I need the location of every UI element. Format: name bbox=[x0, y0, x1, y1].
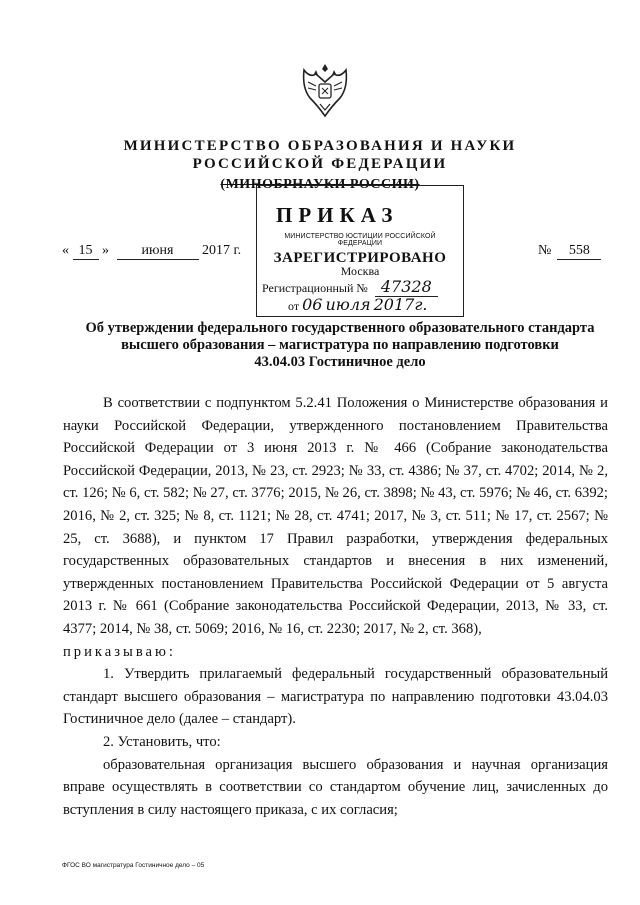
title-line2: высшего образования – магистратура по направлению подготовки bbox=[121, 337, 559, 353]
stamp-registered: ЗАРЕГИСТРИРОВАНО bbox=[273, 250, 447, 266]
date-year: 2017 г. bbox=[202, 243, 242, 258]
stamp-from-label: от bbox=[288, 299, 300, 313]
paragraph-item-1: 1. Утвердить прилагаемый федеральный государственный образовательный стандарт высшего образования – магистратура по направлению подготовки 43.04.03 Гостиничное дело (далее – стандарт). bbox=[63, 666, 608, 728]
stamp-from-year: 2017г. bbox=[373, 295, 428, 314]
stamp-from-month: июля bbox=[325, 295, 371, 314]
stamp-date bbox=[288, 295, 428, 314]
stamp-header: МИНИСТЕРСТВО ЮСТИЦИИ РОССИЙСКОЙ ФЕДЕРАЦИИ bbox=[284, 233, 436, 247]
page-footer: ФГОС ВО магистратура Гостиничное дело – 05 bbox=[62, 862, 205, 869]
title-line1: Об утверждении федерального государственного образовательного стандарта bbox=[85, 320, 595, 336]
date-month: июня bbox=[117, 243, 199, 260]
paragraph-item-2-text: образовательная организация высшего образования и научная организация вправе осуществлять в соответствии со стандартом обучение лиц, зачисленных до вступления в силу настоящего приказа, с их согласия; bbox=[63, 756, 608, 818]
ministry-name-line1: МИНИСТЕРСТВО ОБРАЗОВАНИЯ И НАУКИ bbox=[123, 138, 517, 154]
document-body bbox=[63, 392, 608, 821]
stamp-from-day: 06 bbox=[302, 295, 323, 314]
date-open-quote: « bbox=[62, 243, 69, 258]
order-date bbox=[62, 243, 241, 260]
date-day: 15 bbox=[73, 243, 99, 260]
paragraph-preamble: В соответствии с подпунктом 5.2.41 Положения о Министерстве образования и науки Российской Федерации, утвержденного постановлением Правительства Российской Федерации от 3 июня 2013 г. № 466 (Собрание законодательства Российской Федерации, 2013, № 23, ст. 2923; № 33, ст. 4386; № 37, ст. 4702; 2014, № 2, ст. 126; № 6, ст. 582; № 27, ст. 3776; 2015, № 26, ст. 3898; № 43, ст. 5976; № 46, ст. 6392; 2016, № 2, ст. 325; № 8, ст. 1121; № 28, ст. 4741; 2017, № 3, ст. 511; № 17, ст. 2567; № 25, ст. 3688), и пунктом 17 Правил разработки, утверждения федеральных государственных образовательных стандартов и внесения в них изменений, утвержденных постановлением Правительства Российской Федерации от 5 августа 2013 г. № 661 (Собрание законодательства Российской Федерации, 2013, № 33, ст. 4377; 2014, № 38, ст. 5069; 2016, № 16, ст. 2230; 2017, № 2, ст. 368), bbox=[63, 395, 608, 637]
number-sign: № bbox=[538, 243, 552, 258]
stamp-regno-label: Регистрационный № bbox=[262, 281, 368, 295]
document-title bbox=[40, 320, 640, 371]
stamp-city: Москва bbox=[340, 264, 380, 278]
paragraph-item-2: 2. Установить, что: bbox=[103, 733, 221, 750]
number-value: 558 bbox=[557, 243, 601, 260]
order-directive: приказываю: bbox=[63, 643, 176, 660]
ministry-name-line2: РОССИЙСКОЙ ФЕДЕРАЦИИ bbox=[192, 156, 448, 172]
stamp-registration-number bbox=[262, 277, 438, 296]
ministry-short-text: (МИНОБРНАУКИ РОССИИ) bbox=[220, 177, 420, 192]
stamp-regno-value: 47328 bbox=[375, 277, 438, 297]
coat-of-arms-icon bbox=[300, 60, 350, 118]
order-heading: ПРИКАЗ bbox=[276, 203, 399, 227]
order-number bbox=[538, 243, 601, 260]
date-close-quote: » bbox=[102, 243, 109, 258]
title-line3: 43.04.03 Гостиничное дело bbox=[254, 354, 426, 370]
